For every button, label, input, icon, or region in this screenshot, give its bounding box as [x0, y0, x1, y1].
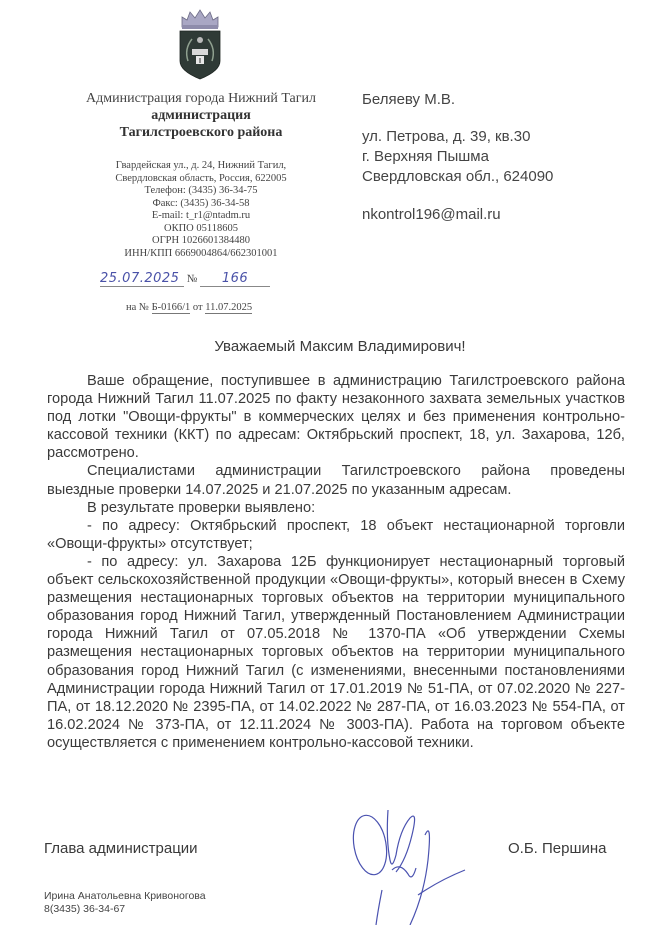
org-email: E-mail: t_r1@ntadm.ru — [151, 210, 251, 221]
recipient-address-line: ул. Петрова, д. 39, кв.30 — [362, 128, 531, 145]
org-okpo: ОКПО 05118605 — [164, 222, 238, 234]
signatory-title: Глава администрации — [44, 840, 198, 857]
paragraph: - по адресу: Октябрьский проспект, 18 объект нестационарной торговли «Овощи-фрукты» отсутствует; — [47, 517, 625, 552]
paragraph: Специалистами администрации Тагилстроевского района проведены выездные проверки 14.07.2025 и 21.07.2025 по указанным адресам. — [47, 463, 625, 498]
org-district-name: Тагилстроевского района — [119, 125, 283, 140]
org-address-line: Гвардейская ул., д. 24, Нижний Тагил, — [115, 160, 287, 171]
org-address-line: Свердловская область, Россия, 622005 — [115, 172, 287, 184]
ref-from: от — [192, 302, 203, 313]
handwritten-signature-icon — [300, 800, 480, 925]
paragraph: В результате проверки выявлено: — [87, 499, 316, 516]
paragraph: Ваше обращение, поступившее в администрацию Тагилстроевского района города Нижний Тагил 11.07.2025 по факту незаконного захвата земельных участков под лотки "Овощи-фрукты" в коммерческих целях и без применения контрольно-кассовой техники (ККТ) по адресам: Октябрьский проспект, 18, ул. Захарова, 12б, рассмотрено. — [47, 373, 625, 462]
org-inn-kpp: ИНН/КПП 6669004864/662301001 — [124, 247, 278, 259]
paragraph: - по адресу: ул. Захарова 12Б функционирует нестационарный торговый объект сельскохозяйственной продукции «Овощи-фрукты», который внесен в Схему размещения нестационарных торговых объектов на территории муниципального образования город Нижний Тагил, утвержденный Постановлением Администрации города Нижний Тагил от 07.05.2018 № 1370-ПА «Об утверждении Схемы размещения нестационарных торговых объектов на территории муниципального образования город Нижний Тагил (с изменениями, внесенными постановлениями Администрации города Нижний Тагил от 17.01.2019 № 51-ПА, от 07.02.2020 № 227-ПА, от 18.12.2020 № 2395-ПА, от 14.02.2022 № 287-ПА, от 16.03.2023 № 554-ПА, от 16.02.2024 № 373-ПА, от 12.11.2024 № 3003-ПА). Работа на торговом объекте осуществляется с применением контрольно-кассовой техники. — [47, 553, 625, 751]
executor-name: Ирина Анатольевна Кривоногова — [44, 890, 206, 902]
recipient-name: Беляеву М.В. — [362, 91, 456, 108]
ref-date: 11.07.2025 — [205, 302, 253, 313]
org-parent-name: Администрация города Нижний Тагил — [86, 91, 316, 106]
recipient-email: nkontrol196@mail.ru — [362, 206, 501, 223]
letter-body — [47, 372, 625, 752]
reference-line — [126, 302, 252, 313]
org-ogrn: ОГРН 1026601384480 — [152, 235, 250, 246]
executor-info — [44, 890, 206, 916]
ref-prefix: на № — [126, 302, 149, 313]
coat-of-arms-icon — [174, 9, 226, 81]
number-sign: № — [186, 273, 198, 285]
org-fax: Факс: (3435) 36-34-58 — [152, 197, 250, 209]
signatory-name: О.Б. Першина — [508, 840, 607, 857]
org-type: администрация — [151, 108, 251, 123]
recipient-address-line: Свердловская обл., 624090 — [362, 168, 554, 185]
registration-number: 166 — [221, 271, 249, 286]
registration-line — [100, 271, 290, 289]
org-contacts — [90, 160, 312, 260]
executor-phone: 8(3435) 36-34-67 — [44, 903, 126, 915]
greeting: Уважаемый Максим Владимирович! — [214, 338, 466, 355]
ref-number: Б-0166/1 — [151, 302, 191, 313]
recipient-address-line: г. Верхняя Пышма — [362, 148, 489, 165]
org-phone: Телефон: (3435) 36-34-75 — [144, 185, 258, 196]
registration-date: 25.07.2025 — [100, 271, 180, 286]
